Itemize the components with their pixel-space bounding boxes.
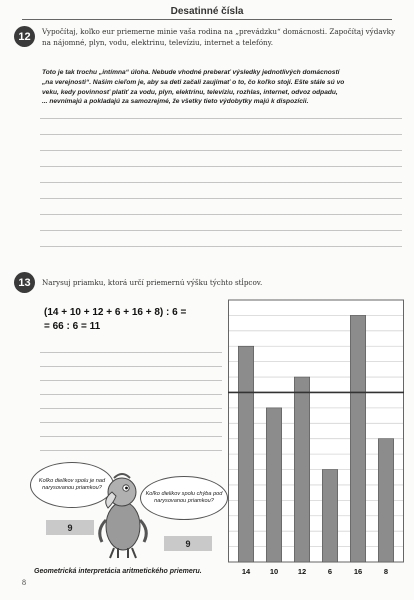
chart-labels xyxy=(242,567,388,576)
task-12-teacher-note xyxy=(42,68,402,107)
chart-bar xyxy=(266,408,281,562)
note-line: „na verejnosti“. Našim cieľom je, aby sa deti začali zaujímať o to, čo koľko stojí. Ešte stále sú vo xyxy=(42,78,345,86)
page-header-title: Desatinné čísla xyxy=(170,6,244,17)
chart-bar xyxy=(238,346,253,562)
writing-line xyxy=(40,198,402,199)
task-13-text: Narysuj priamku, ktorá určí priemernú výšku týchto stĺpcov. xyxy=(42,278,263,287)
task-12-text-line: Vypočítaj, koľko eur priemerne minie vaša rodina na „prevádzku“ domácnosti. Započítaj výdavky xyxy=(42,27,396,36)
chart-category-label: 10 xyxy=(269,567,279,576)
chart-caption: Geometrická interpretácia aritmetického priemeru. xyxy=(34,568,202,575)
writing-line xyxy=(40,118,402,119)
writing-line xyxy=(40,366,222,367)
writing-line xyxy=(40,394,222,395)
bar-chart xyxy=(228,298,404,582)
answer-box-below[interactable]: 9 xyxy=(164,536,212,551)
note-line: ... nevnímajú a pokladajú za samozrejmé, že všetky tieto výdobytky majú k dispozícii. xyxy=(42,98,309,106)
writing-line xyxy=(40,450,222,451)
writing-line xyxy=(40,150,402,151)
parrot-mascot-icon xyxy=(92,470,154,560)
writing-line xyxy=(40,182,402,183)
formula-line-2: = 66 : 6 = 11 xyxy=(44,321,101,332)
task-12-text-line: na nájomné, plyn, vodu, elektrinu, televíziu, internet a telefóny. xyxy=(42,37,274,47)
chart-category-label: 6 xyxy=(327,567,333,576)
task-12-badge: 12 xyxy=(14,26,35,47)
formula-line-1: (14 + 10 + 12 + 6 + 16 + 8) : 6 = xyxy=(44,307,187,318)
speech-bubble-right: Koľko dielikov spolu chýba pod narysovanou priamkou? xyxy=(140,476,228,520)
note-line: veku, kedy povinnosť platiť za vodu, plyn, elektrinu, televíziu, rozhlas, internet, odvoz odpadu, xyxy=(42,88,338,96)
task-13-badge: 13 xyxy=(14,272,35,293)
chart-bar xyxy=(294,377,309,562)
chart-frame xyxy=(229,300,404,562)
page-number: 8 xyxy=(22,578,26,587)
chart-bar xyxy=(322,470,337,562)
writing-line xyxy=(40,436,222,437)
chart-category-label: 8 xyxy=(383,567,389,576)
writing-line xyxy=(40,380,222,381)
header-divider xyxy=(22,19,392,20)
chart-category-label: 16 xyxy=(353,567,363,576)
answer-box-above[interactable]: 9 xyxy=(46,520,94,535)
writing-line xyxy=(40,352,222,353)
writing-line xyxy=(40,166,402,167)
writing-line xyxy=(40,230,402,231)
chart-category-label: 12 xyxy=(297,567,307,576)
note-line: Toto je tak trochu „intímna“ úloha. Nebude vhodné preberať výsledky jednotlivých domácností xyxy=(42,69,340,76)
writing-line xyxy=(40,214,402,215)
chart-category-label: 14 xyxy=(241,567,251,576)
chart-bar xyxy=(350,315,365,562)
writing-line xyxy=(40,246,402,247)
writing-line xyxy=(40,134,402,135)
task-12-text xyxy=(42,27,402,48)
formula xyxy=(44,306,186,334)
chart-bar xyxy=(378,439,393,562)
chart-grid xyxy=(229,300,404,562)
writing-line xyxy=(40,422,222,423)
writing-line xyxy=(40,408,222,409)
speech-bubble-left: Koľko dielikov spolu je nad narysovanou priamkou? xyxy=(30,462,114,508)
